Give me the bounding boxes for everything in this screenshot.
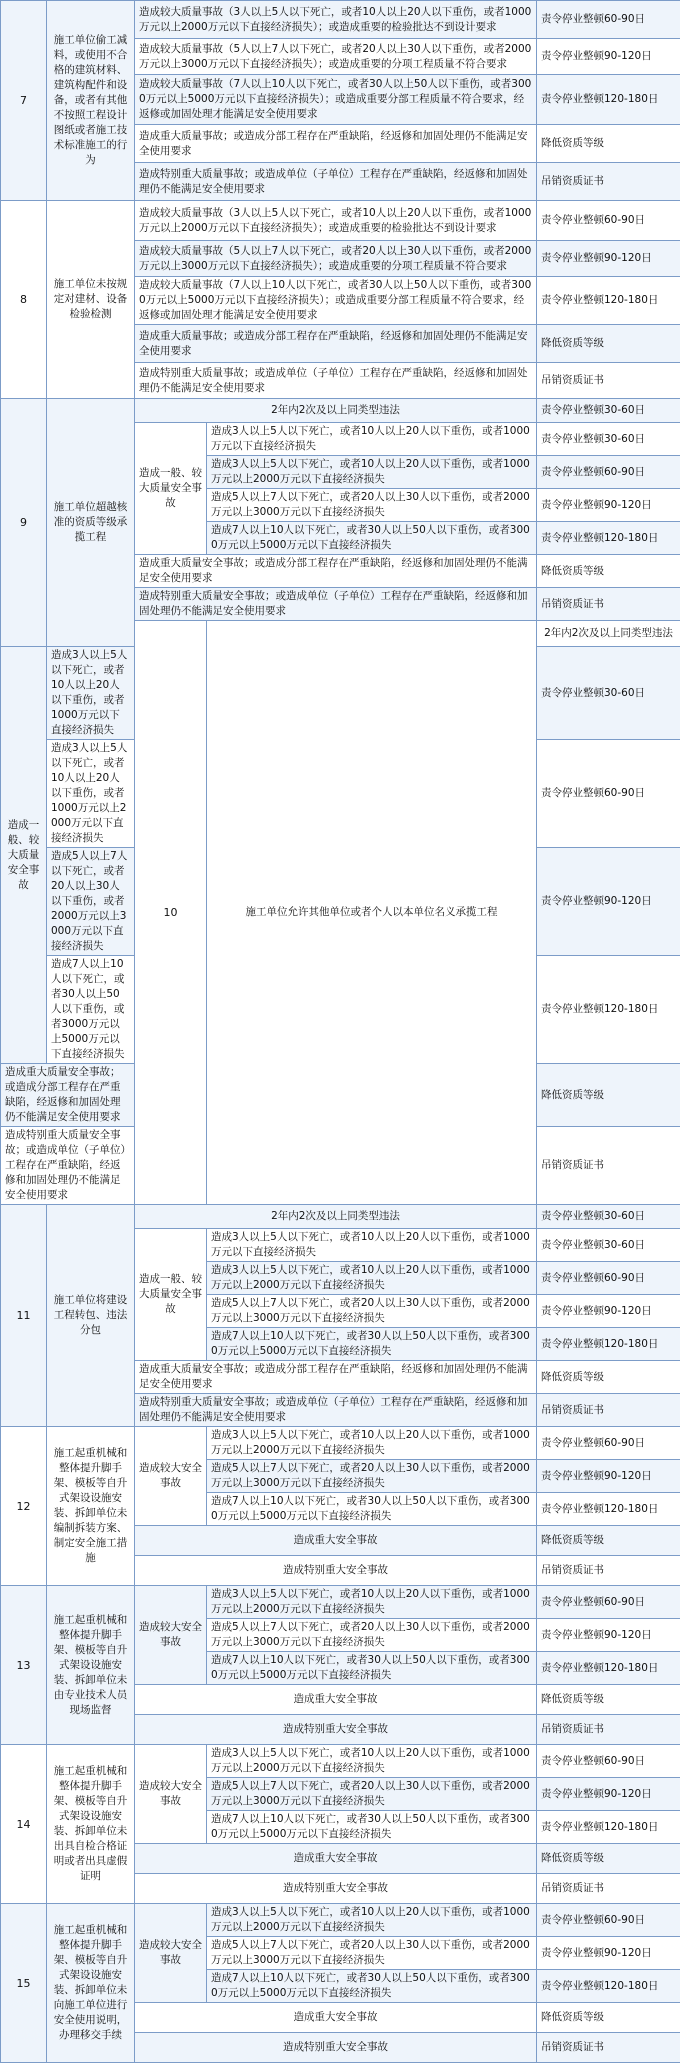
circumstance-text: 造成较大质量事故（7人以上10人以下死亡，或者30人以上50人以下重伤，或者3000万元以上5000万元以下直接经济损失）；或造成重要分部工程质量不符合要求，经返修或加固处理才能满足安全使用要求	[135, 75, 537, 125]
penalty-text: 责令停业整顿90-120日	[537, 39, 680, 75]
circumstance-text: 造成重大安全事故	[135, 1685, 537, 1715]
circumstance-text: 造成特别重大质量安全事故；或造成单位（子单位）工程存在严重缺陷，经返修和加固处理仍不能满足安全使用要求	[135, 1394, 537, 1427]
penalty-text: 责令停业整顿90-120日	[537, 489, 680, 522]
violation-description: 施工起重机械和整体提升脚手架、模板等自升式架设设施安装、拆卸单位未向施工单位进行安全使用说明，办理移交手续	[47, 1904, 135, 2063]
penalty-text: 责令停业整顿60-90日	[537, 1904, 680, 1937]
penalty-text: 责令停业整顿30-60日	[537, 1205, 680, 1229]
penalty-text: 责令停业整顿120-180日	[537, 522, 680, 555]
circumstance-text: 造成3人以上5人以下死亡，或者10人以上20人以下重伤，或者1000万元以下直接经济损失	[207, 1229, 537, 1262]
circumstance-text: 造成重大质量事故；或造成分部工程存在严重缺陷，经返修和加固处理仍不能满足安全使用要求	[135, 125, 537, 163]
penalty-text: 责令停业整顿60-90日	[537, 1427, 680, 1460]
circumstance-text: 造成重大质量安全事故；或造成分部工程存在严重缺陷，经返修和加固处理仍不能满足安全使用要求	[135, 1361, 537, 1394]
circumstance-text: 造成7人以上10人以下死亡，或者30人以上50人以下重伤，或者3000万元以上5000万元以下直接经济损失	[207, 1493, 537, 1526]
penalty-text: 责令停业整顿90-120日	[537, 1460, 680, 1493]
circumstance-text: 造成较大质量事故（5人以上7人以下死亡，或者20人以上30人以下重伤，或者2000万元以上3000万元以下直接经济损失）；或造成重要的分项工程质量不符合要求	[135, 39, 537, 75]
row-number: 9	[1, 399, 47, 647]
penalty-text: 责令停业整顿120-180日	[537, 75, 680, 125]
circumstance-text: 造成特别重大质量事故；或造成单位（子单位）工程存在严重缺陷，经返修和加固处理仍不能满足安全使用要求	[135, 363, 537, 399]
circumstance-text: 造成重大安全事故	[135, 1526, 537, 1556]
penalty-text: 吊销资质证书	[537, 163, 680, 201]
penalty-text: 责令停业整顿60-90日	[537, 1586, 680, 1619]
penalty-text: 降低资质等级	[537, 1685, 680, 1715]
circumstance-text: 造成5人以上7人以下死亡，或者20人以上30人以下重伤，或者2000万元以上3000万元以下直接经济损失	[207, 1937, 537, 1970]
circumstance-text: 造成3人以上5人以下死亡，或者10人以上20人以下重伤，或者1000万元以上2000万元以下直接经济损失	[207, 1745, 537, 1778]
penalty-text: 责令停业整顿60-90日	[537, 201, 680, 241]
accident-category: 造成较大安全事故	[135, 1427, 207, 1526]
circumstance-text: 造成较大质量事故（5人以上7人以下死亡，或者20人以上30人以下重伤，或者2000万元以上3000万元以下直接经济损失）；或造成重要的分项工程质量不符合要求	[135, 241, 537, 277]
circumstance-text: 造成7人以上10人以下死亡，或者30人以上50人以下重伤，或者3000万元以上5000万元以下直接经济损失	[207, 1970, 537, 2003]
circumstance-text: 造成特别重大安全事故	[135, 2033, 537, 2063]
circumstance-text: 造成重大安全事故	[135, 2003, 537, 2033]
row-number: 14	[1, 1745, 47, 1904]
penalty-text: 吊销资质证书	[537, 1556, 680, 1586]
circumstance-text: 造成5人以上7人以下死亡，或者20人以上30人以下重伤，或者2000万元以上3000万元以下直接经济损失	[207, 1778, 537, 1811]
penalty-text: 吊销资质证书	[537, 363, 680, 399]
violation-description: 施工单位未按规定对建材、设备检验检测	[47, 201, 135, 399]
circumstance-text: 造成特别重大安全事故	[135, 1874, 537, 1904]
accident-category: 造成一般、较大质量安全事故	[135, 423, 207, 555]
penalty-text: 责令停业整顿60-90日	[537, 740, 680, 848]
circumstance-text: 造成特别重大安全事故	[135, 1556, 537, 1586]
circumstance-text: 造成3人以上5人以下死亡，或者10人以上20人以下重伤，或者1000万元以上2000万元以下直接经济损失	[207, 1586, 537, 1619]
violation-description: 施工起重机械和整体提升脚手架、模板等自升式架设设施安装、拆卸单位未由专业技术人员现场监督	[47, 1586, 135, 1745]
penalty-text: 责令停业整顿90-120日	[537, 848, 680, 956]
row-number: 13	[1, 1586, 47, 1745]
penalty-text: 责令停业整顿120-180日	[537, 1328, 680, 1361]
penalty-text: 降低资质等级	[537, 1526, 680, 1556]
penalty-text: 责令停业整顿120-180日	[537, 1811, 680, 1844]
circumstance-text: 造成较大质量事故（3人以上5人以下死亡，或者10人以上20人以下重伤，或者1000万元以上2000万元以下直接经济损失）；或造成重要的检验批达不到设计要求	[135, 201, 537, 241]
violation-description: 施工单位将建设工程转包、违法分包	[47, 1205, 135, 1427]
circumstance-text: 造成3人以上5人以下死亡，或者10人以上20人以下重伤，或者1000万元以上2000万元以下直接经济损失	[207, 1904, 537, 1937]
penalty-text: 责令停业整顿60-90日	[537, 456, 680, 489]
row-number: 8	[1, 201, 47, 399]
accident-category: 造成较大安全事故	[135, 1745, 207, 1844]
row-number: 7	[1, 1, 47, 201]
circumstance-text: 造成3人以上5人以下死亡，或者10人以上20人以下重伤，或者1000万元以下直接经济损失	[47, 647, 135, 740]
row-number: 10	[135, 621, 207, 1205]
penalty-text: 责令停业整顿60-90日	[537, 1, 680, 39]
penalty-text: 责令停业整顿120-180日	[537, 1493, 680, 1526]
penalty-text: 责令停业整顿30-60日	[537, 1229, 680, 1262]
circumstance-text: 造成重大质量安全事故；或造成分部工程存在严重缺陷，经返修和加固处理仍不能满足安全使用要求	[135, 555, 537, 588]
penalty-text: 吊销资质证书	[537, 1874, 680, 1904]
row-number: 12	[1, 1427, 47, 1586]
penalty-text: 降低资质等级	[537, 125, 680, 163]
penalty-text: 责令停业整顿30-60日	[537, 647, 680, 740]
row-number: 11	[1, 1205, 47, 1427]
penalty-text: 责令停业整顿90-120日	[537, 1619, 680, 1652]
penalty-text: 吊销资质证书	[537, 1715, 680, 1745]
circumstance-text: 造成特别重大安全事故	[135, 1715, 537, 1745]
circumstance-text: 造成特别重大质量安全事故；或造成单位（子单位）工程存在严重缺陷，经返修和加固处理仍不能满足安全使用要求	[135, 588, 537, 621]
circumstance-text: 造成3人以上5人以下死亡，或者10人以上20人以下重伤，或者1000万元以上2000万元以下直接经济损失	[207, 1427, 537, 1460]
circumstance-text: 造成5人以上7人以下死亡，或者20人以上30人以下重伤，或者2000万元以上3000万元以下直接经济损失	[207, 1460, 537, 1493]
circumstance-text: 造成特别重大质量事故；或造成单位（子单位）工程存在严重缺陷，经返修和加固处理仍不能满足安全使用要求	[135, 163, 537, 201]
circumstance-text: 造成5人以上7人以下死亡，或者20人以上30人以下重伤，或者2000万元以上3000万元以下直接经济损失	[207, 1619, 537, 1652]
violation-description: 施工单位偷工减料，或使用不合格的建筑材料、建筑构配件和设备，或者有其他不按照工程设计图纸或者施工技术标准施工的行为	[47, 1, 135, 201]
penalty-text: 降低资质等级	[537, 325, 680, 363]
circumstance-text: 造成5人以上7人以下死亡，或者20人以上30人以下重伤，或者2000万元以上3000万元以下直接经济损失	[207, 489, 537, 522]
circumstance-text: 造成7人以上10人以下死亡，或者30人以上50人以下重伤，或者3000万元以上5000万元以下直接经济损失	[207, 1652, 537, 1685]
penalty-text: 责令停业整顿120-180日	[537, 1970, 680, 2003]
accident-category: 造成一般、较大质量安全事故	[1, 647, 47, 1064]
penalty-text: 责令停业整顿90-120日	[537, 241, 680, 277]
penalty-text: 降低资质等级	[537, 1844, 680, 1874]
penalty-text: 降低资质等级	[537, 555, 680, 588]
circumstance-text: 造成3人以上5人以下死亡，或者10人以上20人以下重伤，或者1000万元以上2000万元以下直接经济损失	[47, 740, 135, 848]
circumstance-text: 造成5人以上7人以下死亡，或者20人以上30人以下重伤，或者2000万元以上3000万元以下直接经济损失	[47, 848, 135, 956]
circumstance-text: 造成重大质量事故；或造成分部工程存在严重缺陷，经返修和加固处理仍不能满足安全使用要求	[135, 325, 537, 363]
violation-description: 施工单位允许其他单位或者个人以本单位名义承揽工程	[207, 621, 537, 1205]
penalty-text: 责令停业整顿120-180日	[537, 1652, 680, 1685]
circumstance-text: 2年内2次及以上同类型违法	[135, 1205, 537, 1229]
penalty-text: 吊销资质证书	[537, 1127, 680, 1205]
circumstance-text: 造成较大质量事故（3人以上5人以下死亡，或者10人以上20人以下重伤，或者1000万元以上2000万元以下直接经济损失）；或造成重要的检验批达不到设计要求	[135, 1, 537, 39]
circumstance-text: 造成7人以上10人以下死亡，或者30人以上50人以下重伤，或者3000万元以上5000万元以下直接经济损失	[207, 1811, 537, 1844]
penalty-text: 责令停业整顿60-90日	[537, 1262, 680, 1295]
penalty-text: 降低资质等级	[537, 1064, 680, 1127]
circumstance-text: 造成7人以上10人以下死亡，或者30人以上50人以下重伤，或者3000万元以上5000万元以下直接经济损失	[207, 522, 537, 555]
circumstance-text: 造成重大安全事故	[135, 1844, 537, 1874]
circumstance-text: 造成3人以上5人以下死亡，或者10人以上20人以下重伤，或者1000万元以下直接经济损失	[207, 423, 537, 456]
circumstance-text: 造成重大质量安全事故；或造成分部工程存在严重缺陷，经返修和加固处理仍不能满足安全使用要求	[1, 1064, 135, 1127]
circumstance-text: 造成7人以上10人以下死亡，或者30人以上50人以下重伤，或者3000万元以上5000万元以下直接经济损失	[47, 956, 135, 1064]
row-number: 15	[1, 1904, 47, 2063]
penalty-text: 吊销资质证书	[537, 588, 680, 621]
violation-description: 施工起重机械和整体提升脚手架、模板等自升式架设设施安装、拆卸单位未出具自检合格证明或者出具虚假证明	[47, 1745, 135, 1904]
violation-description: 施工起重机械和整体提升脚手架、模板等自升式架设设施安装、拆卸单位未编制拆装方案、制定安全施工措施	[47, 1427, 135, 1586]
penalty-text: 责令停业整顿30-60日	[537, 399, 680, 423]
circumstance-text: 2年内2次及以上同类型违法	[135, 399, 537, 423]
accident-category: 造成较大安全事故	[135, 1904, 207, 2003]
penalty-text: 责令停业整顿120-180日	[537, 956, 680, 1064]
accident-category: 造成一般、较大质量安全事故	[135, 1229, 207, 1361]
penalty-text: 责令停业整顿120-180日	[537, 277, 680, 325]
circumstance-text: 2年内2次及以上同类型违法	[537, 621, 680, 647]
penalty-text: 责令停业整顿90-120日	[537, 1778, 680, 1811]
circumstance-text: 造成3人以上5人以下死亡，或者10人以上20人以下重伤，或者1000万元以上2000万元以下直接经济损失	[207, 456, 537, 489]
circumstance-text: 造成特别重大质量安全事故；或造成单位（子单位）工程存在严重缺陷，经返修和加固处理仍不能满足安全使用要求	[1, 1127, 135, 1205]
penalty-text: 吊销资质证书	[537, 1394, 680, 1427]
circumstance-text: 造成7人以上10人以下死亡，或者30人以上50人以下重伤，或者3000万元以上5000万元以下直接经济损失	[207, 1328, 537, 1361]
penalty-text: 责令停业整顿60-90日	[537, 1745, 680, 1778]
accident-category: 造成较大安全事故	[135, 1586, 207, 1685]
penalty-text: 责令停业整顿30-60日	[537, 423, 680, 456]
penalty-text: 吊销资质证书	[537, 2033, 680, 2063]
circumstance-text: 造成5人以上7人以下死亡，或者20人以上30人以下重伤，或者2000万元以上3000万元以下直接经济损失	[207, 1295, 537, 1328]
penalty-text: 降低资质等级	[537, 2003, 680, 2033]
circumstance-text: 造成较大质量事故（7人以上10人以下死亡，或者30人以上50人以下重伤，或者3000万元以上5000万元以下直接经济损失）；或造成重要分部工程质量不符合要求，经返修或加固处理才能满足安全使用要求	[135, 277, 537, 325]
penalty-text: 降低资质等级	[537, 1361, 680, 1394]
penalty-text: 责令停业整顿90-120日	[537, 1937, 680, 1970]
violation-description: 施工单位超越核准的资质等级承揽工程	[47, 399, 135, 647]
circumstance-text: 造成3人以上5人以下死亡，或者10人以上20人以下重伤，或者1000万元以上2000万元以下直接经济损失	[207, 1262, 537, 1295]
penalty-text: 责令停业整顿90-120日	[537, 1295, 680, 1328]
